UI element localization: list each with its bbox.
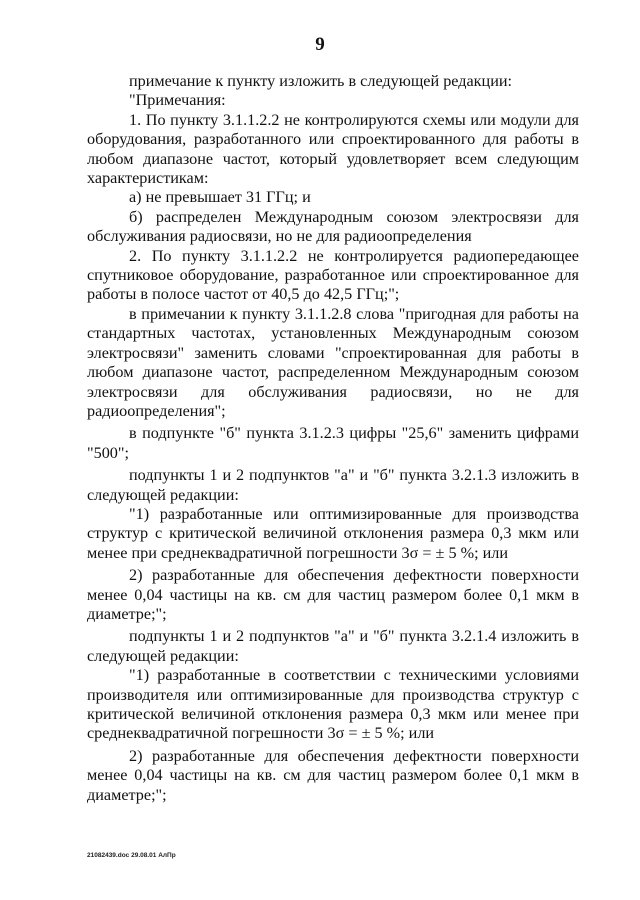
- paragraph-note-1-a: а) не превышает 31 ГГц; и: [129, 188, 311, 207]
- paragraph-intro: примечание к пункту изложить в следующей редакции:: [129, 72, 513, 90]
- page-number: 9: [315, 34, 325, 55]
- paragraph-amendment-3-2-1-4: подпункты 1 и 2 подпунктов "а" и "б" пункта 3.2.1.4 изложить в следующей редакции:: [87, 627, 579, 665]
- paragraph-amendment-3-1-1-2-8: в примечании к пункту 3.1.1.2.8 слова "пригодная для работы на стандартных частотах, установленных Международным союзом электросвязи" заменить словами "спроектированная для работы в любом диапазоне частот, распределенном Международным союзом электросвязи для обслуживания радиосвязи, но не для радиоопределения";: [87, 304, 579, 420]
- paragraph-amendment-3-1-2-3: в подпункте "б" пункта 3.1.2.3 цифры "25,6" заменить цифрами "500";: [87, 424, 579, 462]
- paragraph-amendment-3-2-1-3: подпункты 1 и 2 подпунктов "а" и "б" пункта 3.2.1.3 изложить в следующей редакции:: [87, 466, 579, 504]
- document-footer: 21082439.doc 29.08.01 АлПр: [87, 852, 176, 859]
- document-body: [87, 72, 579, 805]
- paragraph-note-2: 2. По пункту 3.1.1.2.2 не контролируется радиопередающее спутниковое оборудование, разработанное или спроектированное для работы в полосе частот от 40,5 до 42,5 ГГц;";: [87, 246, 579, 304]
- paragraph-note-1: 1. По пункту 3.1.1.2.2 не контролируются схемы или модули для оборудования, разработанного или спроектированного для работы в любом диапазоне частот, который удовлетворяет всем следующим характеристикам:: [87, 110, 579, 188]
- paragraph-notes-heading: "Примечания:: [129, 91, 226, 110]
- paragraph-3-2-1-3-item-1: "1) разработанные или оптимизированные для производства структур с критической величиной отклонения размера 0,3 мкм или менее при среднеквадратичной погрешности 3σ = ± 5 %; или: [87, 504, 579, 562]
- paragraph-3-2-1-4-item-1: "1) разработанные в соответствии с техническими условиями производителя или оптимизированные для производства структур с критической величиной отклонения размера 0,3 мкм или менее при среднеквадратичной погрешности 3σ = ± 5 %; или: [87, 666, 579, 743]
- paragraph-note-1-b: б) распределен Международным союзом электросвязи для обслуживания радиосвязи, но не для радиоопределения: [87, 207, 579, 246]
- paragraph-3-2-1-3-item-2: 2) разработанные для обеспечения дефектности поверхности менее 0,04 частицы на кв. см для частиц размером более 0,1 мкм в диаметре;";: [87, 566, 579, 623]
- paragraph-3-2-1-4-item-2: 2) разработанные для обеспечения дефектности поверхности менее 0,04 частицы на кв. см для частиц размером более 0,1 мкм в диаметре;";: [87, 746, 579, 804]
